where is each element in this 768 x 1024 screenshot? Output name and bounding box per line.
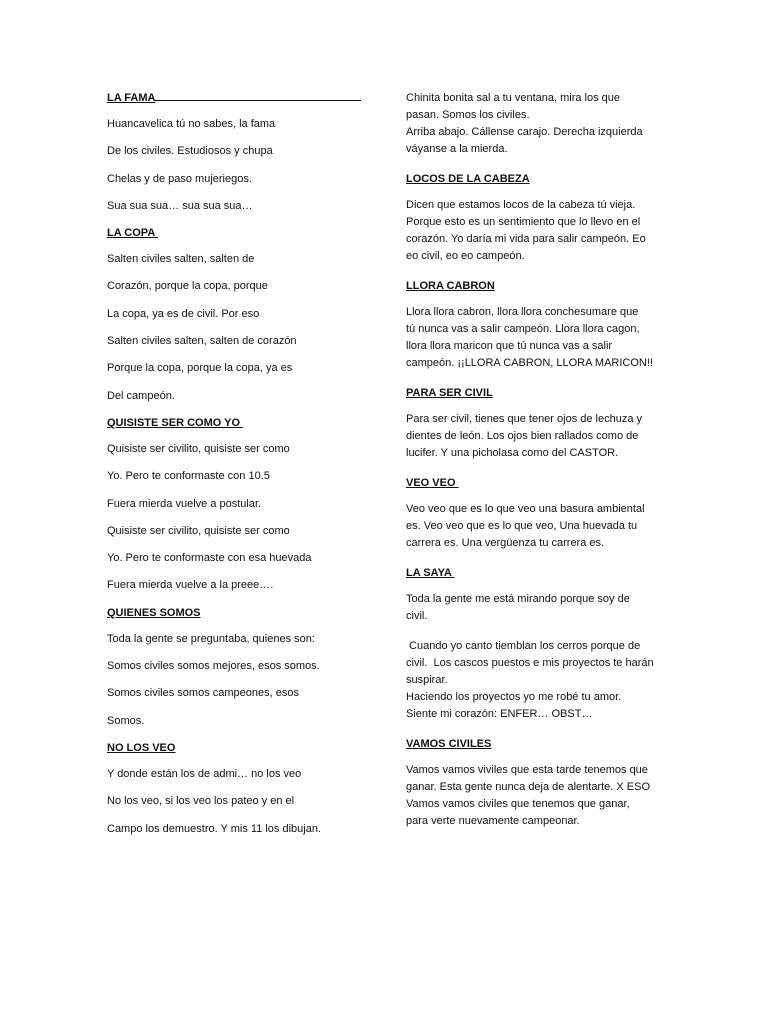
section-paragraph [406,501,664,552]
text-line: Porque la copa, porque la copa, ya es [107,362,293,375]
text-line: Quisiste ser civilito, quisiste ser como [107,442,290,455]
text-line: Salten civiles salten, salten de [107,253,255,266]
section-paragraph [406,762,664,830]
text-line: civil. [406,610,428,622]
text-line: dientes de león. Los ojos bien rallados como de [406,430,639,442]
text-line: para verte nuevamente campeonar. [406,815,580,827]
text-line: campeón. ¡¡LLORA CABRON, LLORA MARICON!! [406,357,653,369]
section-heading: QUISISTE SER COMO YO [107,416,244,429]
text-line: Vamos vamos civiles que tenemos que ganar, [406,798,630,810]
text-line: ganar. Esta gente nunca deja de alentarte. X ESO [406,781,651,793]
text-line: Corazón, porque la copa, porque [107,280,268,293]
section-heading: LLORA CABRON [406,280,495,292]
text-line: Haciendo los proyectos yo me robé tu amor. [406,691,622,703]
heading-rule [155,100,361,101]
section-no-los-veo [107,740,369,837]
text-line: Somos civiles somos mejores, esos somos. [107,660,320,673]
section-heading: VEO VEO [406,477,459,489]
text-line: La copa, ya es de civil. Por eso [107,307,260,320]
text-line: Quisiste ser civilito, quisiste ser como [107,524,290,537]
text-line: Veo veo que es lo que veo una basura ambiental [406,503,645,515]
section-quienes-somos [107,605,369,729]
text-line: váyanse a la mierda. [406,143,508,155]
text-line: Porque esto es un sentimiento que lo llevo en el [406,216,641,228]
text-line: Huancavelica tú no sabes, la fama [107,118,276,130]
text-line: Somos. [107,714,145,727]
section-heading: LA FAMA [107,90,369,106]
section-paragraph [406,638,664,723]
text-line: civil. Los cascos puestos e mis proyectos te harán [406,657,654,669]
section-heading: LA SAYA [406,567,455,579]
section-heading: LOCOS DE LA CABEZA [406,173,530,185]
section-la-fama [107,90,369,214]
section-heading: QUIENES SOMOS [107,606,201,619]
text-line: tú nunca vas a salir campeón. Llora llora cagon, [406,323,640,335]
text-line: Arriba abajo. Cállense carajo. Derecha izquierda [406,126,643,138]
text-line: Cuando yo canto tiemblan los cerros porque de [406,640,641,652]
section-paragraph [406,591,664,625]
right-column [406,90,664,843]
text-line: Para ser civil, tienes que tener ojos de lechuza y [406,413,643,425]
text-line: Sua sua sua… sua sua sua… [107,199,253,212]
section-la-copa [107,225,369,403]
text-line: corazón. Yo daría mi vida para salir campeón. Eo [406,233,646,245]
text-line: Toda la gente se preguntaba, quienes son: [107,632,315,645]
section-heading: NO LOS VEO [107,741,176,754]
left-column [107,90,369,848]
section-heading: LA COPA [107,227,158,240]
text-line: pasan. Somos los civiles. [406,109,530,121]
section-heading: VAMOS CIVILES [406,738,492,750]
text-line: es. Veo veo que es lo que veo, Una huevada tu [406,520,638,532]
text-line: Toda la gente me está mirando porque soy de [406,593,630,605]
text-line: Del campeón. [107,389,175,402]
text-line: Y donde están los de admi… no los veo [107,767,302,780]
section-quisiste-ser-como-yo [107,415,369,593]
text-line: lucifer. Y una picholasa como del CASTOR. [406,447,619,459]
text-line: suspirar. [406,674,448,686]
text-line: Chelas y de paso mujeriegos. [107,172,252,185]
text-line: Llora llora cabron, llora llora conchesumare que [406,306,639,318]
intro-paragraph [406,90,664,158]
text-line: eo civil, eo eo campeón. [406,250,525,262]
section-paragraph [406,304,664,372]
text-line: Yo. Pero te conformaste con 10.5 [107,470,270,483]
text-line: carrera es. Una vergüenza tu carrera es. [406,537,605,549]
text-line: Fuera mierda vuelve a postular. [107,497,262,510]
text-line: Siente mi corazón: ENFER… OBST… [406,708,593,720]
text-line: Yo. Pero te conformaste con esa huevada [107,552,312,565]
text-line: No los veo, si los veo los pateo y en el [107,795,295,808]
text-line: llora llora maricon que tú nunca vas a salir [406,340,613,352]
text-line: De los civiles. Estudiosos y chupa [107,145,273,158]
section-heading: PARA SER CIVIL [406,387,493,399]
section-paragraph [406,411,664,462]
text-line: Fuera mierda vuelve a la preee…. [107,579,274,592]
text-line: Vamos vamos viviles que esta tarde tenemos que [406,764,648,776]
text-line: Somos civiles somos campeones, esos [107,687,299,700]
text-line: Campo los demuestro. Y mis 11 los dibujan. [107,822,322,835]
text-line: Dicen que estamos locos de la cabeza tú vieja. [406,199,636,211]
text-line: Salten civiles salten, salten de corazón [107,335,297,348]
text-line: Chinita bonita sal a tu ventana, mira los que [406,92,621,104]
section-paragraph [406,197,664,265]
